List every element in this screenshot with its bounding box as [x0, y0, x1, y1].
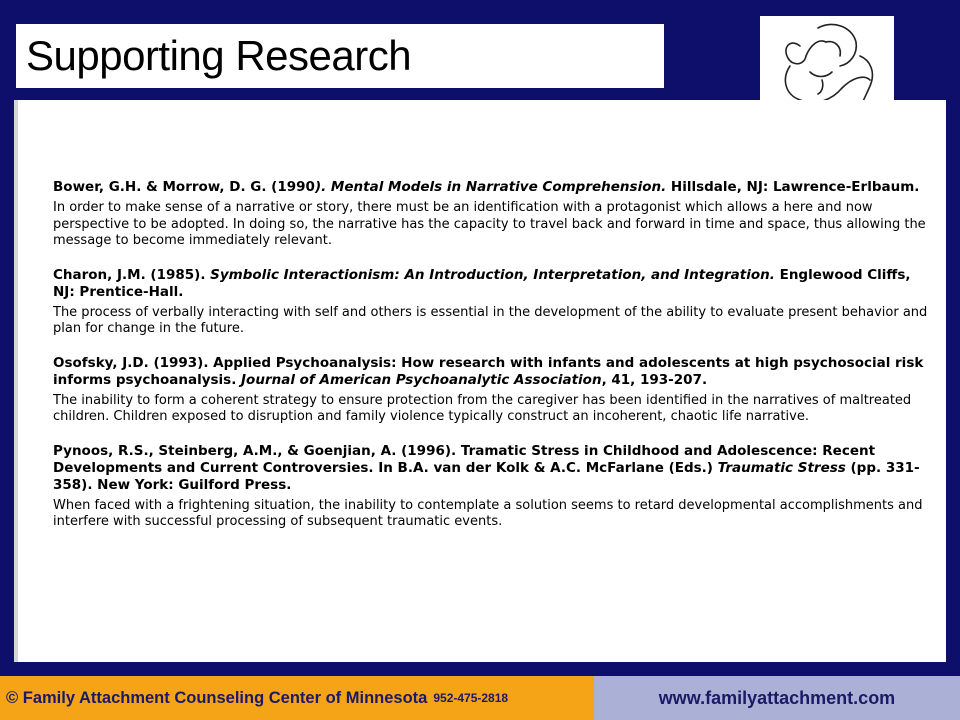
footer-organization — [0, 676, 594, 720]
footer-website-link[interactable]: www.familyattachment.com — [594, 676, 960, 720]
reference-citation: Charon, J.M. (1985). Symbolic Interactionism: An Introduction, Interpretation, and Integration. Englewood Cliffs, NJ: Prentice-Hall. — [53, 266, 911, 300]
title-box — [16, 24, 664, 88]
reference-citation: Bower, G.H. & Morrow, D. G. (1990). Mental Models in Narrative Comprehension. Hillsdale, NJ: Lawrence-Erlbaum. — [53, 179, 920, 195]
footer-phone: 952-475-2818 — [433, 691, 509, 705]
reference-summary: When faced with a frightening situation, the inability to contemplate a solution seems to retard developmental accomplishments and interfere with successful processing of subsequent traumatic events. — [53, 497, 923, 529]
reference-item — [53, 443, 933, 531]
reference-list — [53, 179, 933, 548]
footer-org-name: © Family Attachment Counseling Center of Minnesota — [6, 688, 428, 707]
reference-item — [53, 267, 933, 338]
reference-summary: The process of verbally interacting with self and others is essential in the development of the ability to evaluate present behavior and plan for change in the future. — [53, 304, 928, 336]
footer-divider — [0, 662, 960, 676]
reference-summary: In order to make sense of a narrative or story, there must be an identification with a protagonist which allows a here and now perspective to be adopted. In doing so, the narrative has the capacity to travel back and forward in time and space, thus allowing the message to become immediately relevant. — [53, 200, 926, 248]
content-panel — [14, 100, 946, 662]
page-title: Supporting Research — [26, 32, 412, 79]
reference-summary: The inability to form a coherent strategy to ensure protection from the caregiver has been identified in the narratives of maltreated children. Children exposed to disruption and family violence typically construct an incoherent, chaotic life narrative. — [53, 392, 912, 424]
reference-citation: Osofsky, J.D. (1993). Applied Psychoanalysis: How research with infants and adolescents at high psychosocial risk informs psychoanalysis. Journal of American Psychoanalytic Association, 41, 193-207. — [53, 354, 924, 388]
reference-item — [53, 355, 933, 426]
reference-citation: Pynoos, R.S., Steinberg, A.M., & Goenjian, A. (1996). Tramatic Stress in Childhood and Adolescence: Recent Developments and Current Controversies. In B.A. van der Kolk & A.C. McFarlane (Eds.) Traumatic Stress (pp. 331-358). New York: Guilford Press. — [53, 442, 920, 493]
reference-item — [53, 179, 933, 250]
footer — [0, 676, 960, 720]
